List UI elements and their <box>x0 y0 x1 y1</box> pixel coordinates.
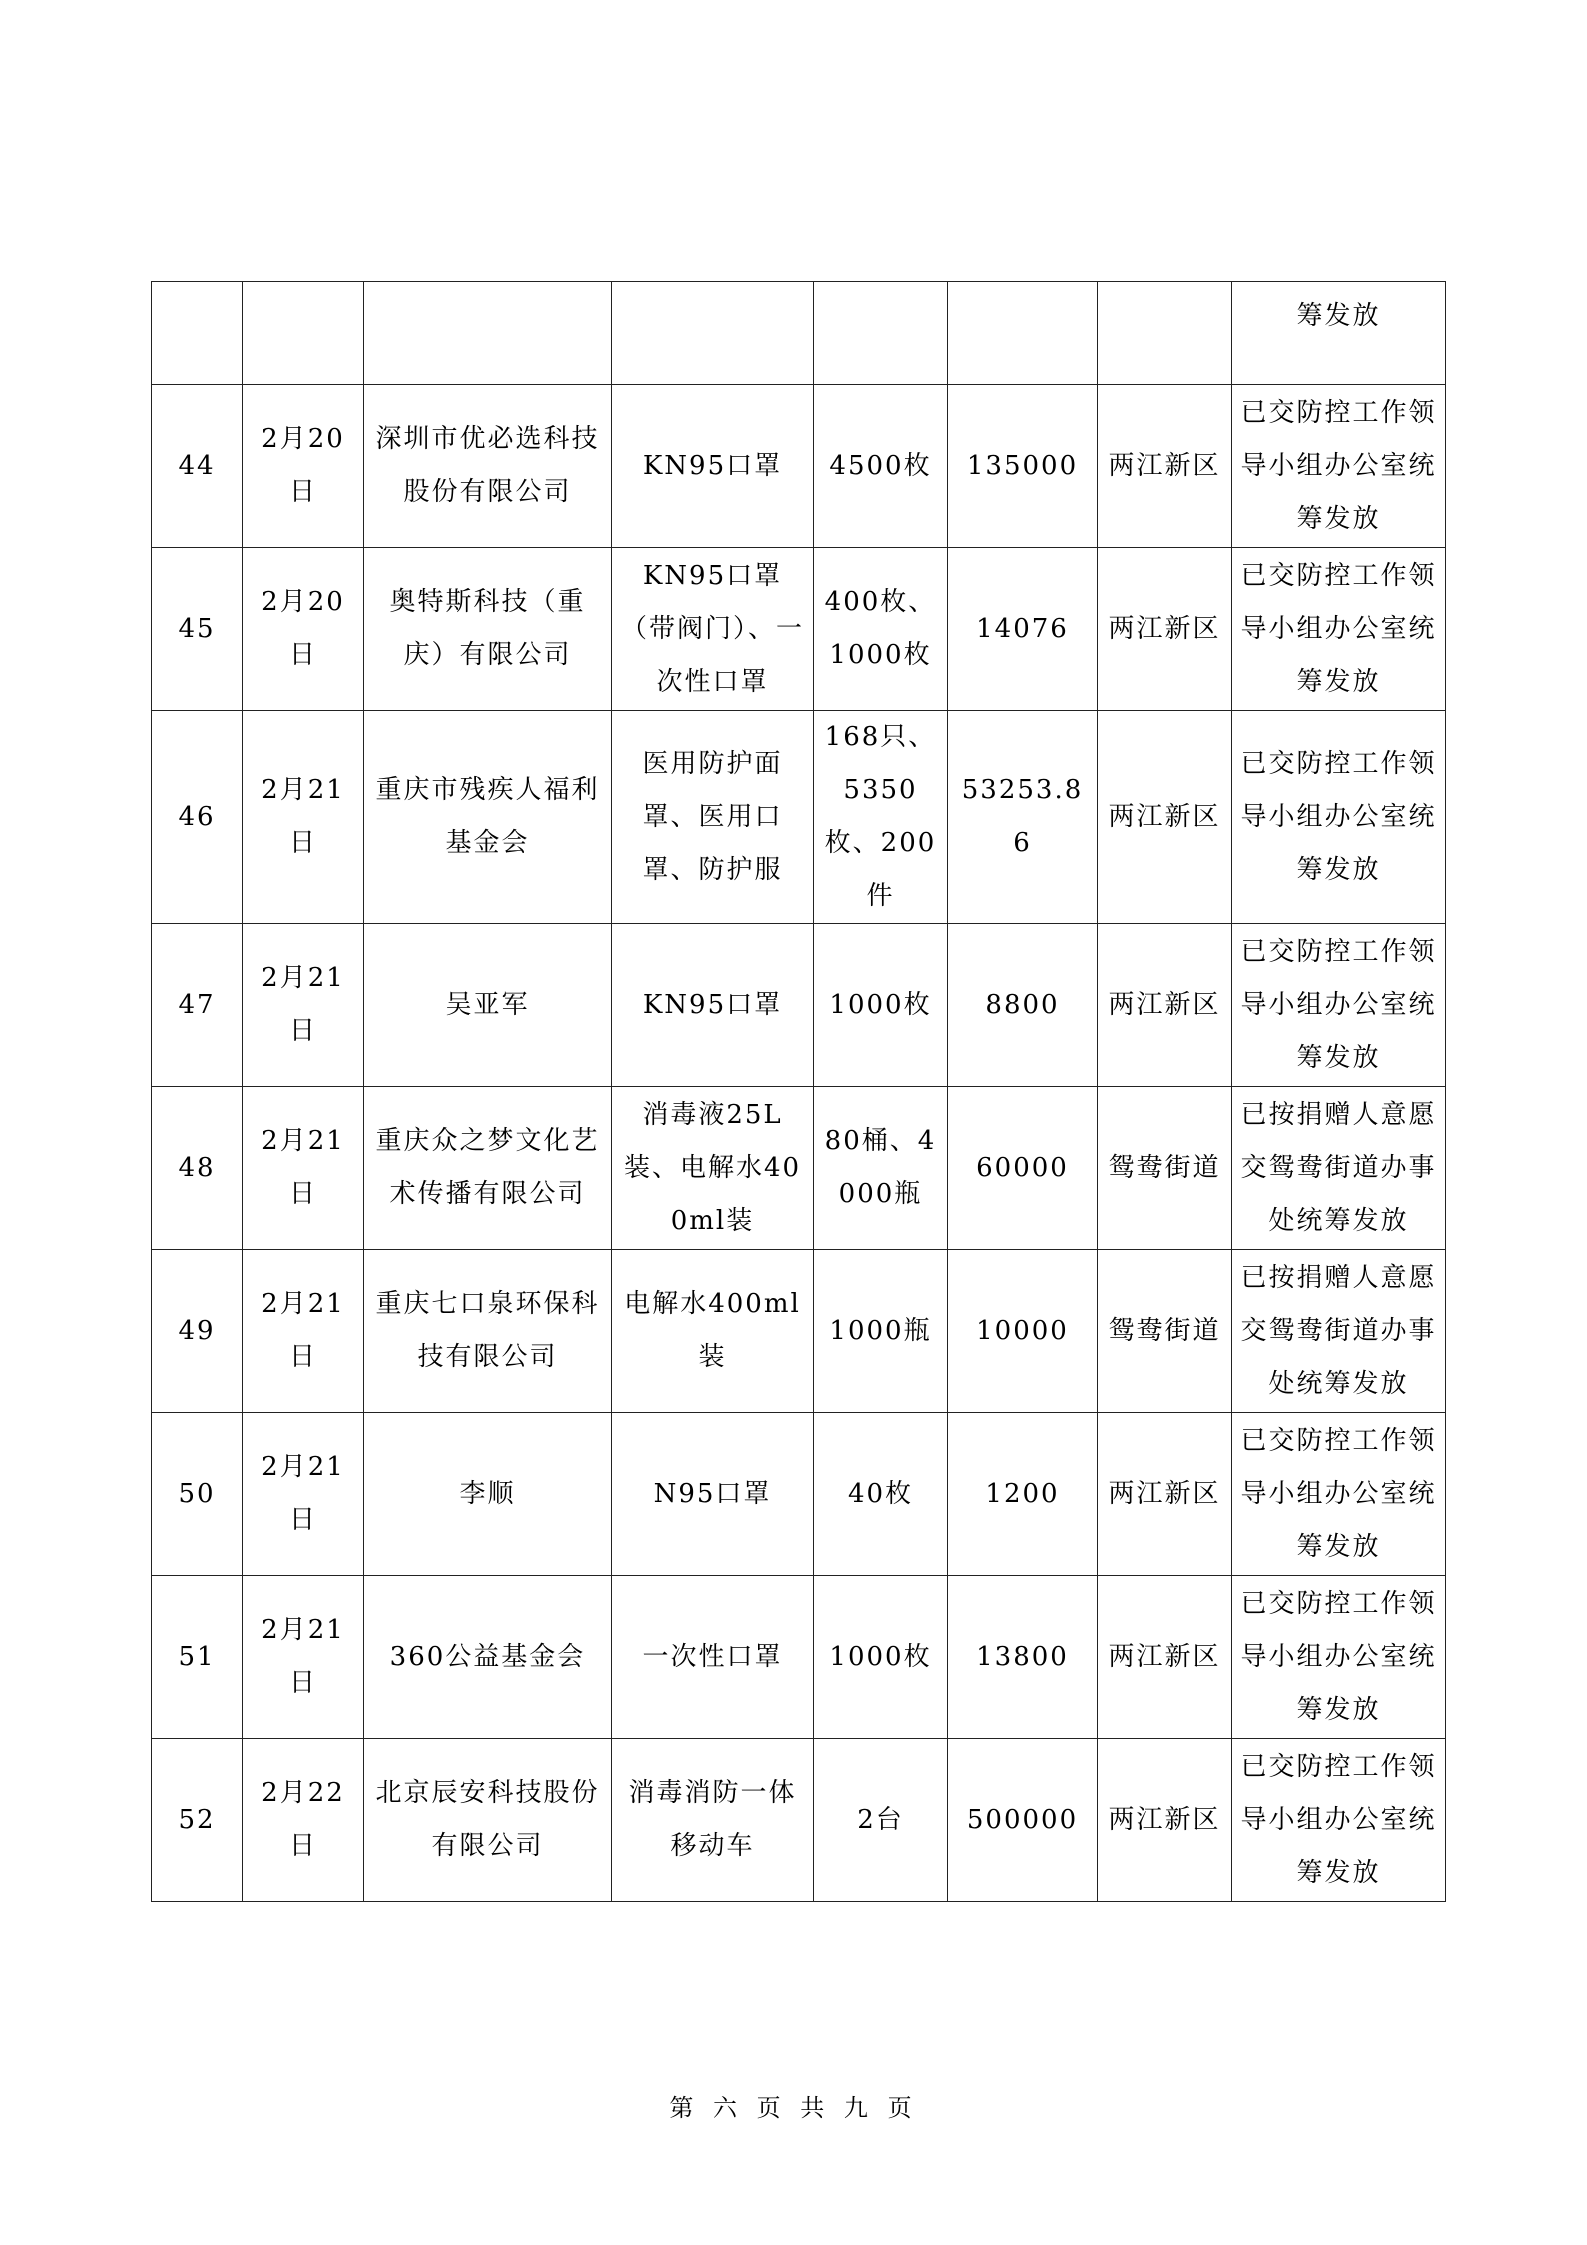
cell-destination: 已交防控工作领导小组办公室统筹发放 <box>1232 548 1446 711</box>
cell-amount: 10000 <box>948 1250 1098 1413</box>
cell-unit: 两江新区 <box>1098 1413 1232 1576</box>
cell-date: 2月21日 <box>243 1576 364 1739</box>
cell-no: 49 <box>152 1250 243 1413</box>
cell-no: 52 <box>152 1739 243 1902</box>
cell-quantity: 2台 <box>814 1739 948 1902</box>
cell-date: 2月21日 <box>243 1087 364 1250</box>
table-row <box>152 385 1446 548</box>
cell-donor: 北京辰安科技股份有限公司 <box>364 1739 612 1902</box>
cell-no: 48 <box>152 1087 243 1250</box>
cell-quantity: 40枚 <box>814 1413 948 1576</box>
cell-amount: 53253.86 <box>948 711 1098 924</box>
cell-quantity <box>814 282 948 385</box>
cell-donor: 李顺 <box>364 1413 612 1576</box>
table-row <box>152 924 1446 1087</box>
cell-no: 47 <box>152 924 243 1087</box>
cell-item: 电解水400ml装 <box>612 1250 814 1413</box>
cell-date: 2月20日 <box>243 385 364 548</box>
cell-unit: 鸳鸯街道 <box>1098 1250 1232 1413</box>
table-row <box>152 1413 1446 1576</box>
cell-destination: 已按捐赠人意愿交鸳鸯街道办事处统筹发放 <box>1232 1250 1446 1413</box>
cell-item: 消毒消防一体移动车 <box>612 1739 814 1902</box>
cell-no: 45 <box>152 548 243 711</box>
cell-no: 44 <box>152 385 243 548</box>
cell-no: 51 <box>152 1576 243 1739</box>
donation-table <box>151 281 1446 1902</box>
cell-donor: 重庆众之梦文化艺术传播有限公司 <box>364 1087 612 1250</box>
cell-item: KN95口罩 <box>612 924 814 1087</box>
cell-unit: 鸳鸯街道 <box>1098 1087 1232 1250</box>
cell-no: 50 <box>152 1413 243 1576</box>
cell-destination: 已按捐赠人意愿交鸳鸯街道办事处统筹发放 <box>1232 1087 1446 1250</box>
cell-quantity: 1000枚 <box>814 1576 948 1739</box>
cell-unit: 两江新区 <box>1098 548 1232 711</box>
table-row <box>152 1087 1446 1250</box>
cell-amount: 60000 <box>948 1087 1098 1250</box>
cell-item <box>612 282 814 385</box>
table-row <box>152 548 1446 711</box>
cell-item: N95口罩 <box>612 1413 814 1576</box>
cell-quantity: 168只、5350枚、200件 <box>814 711 948 924</box>
cell-donor: 重庆市残疾人福利基金会 <box>364 711 612 924</box>
cell-donor: 深圳市优必选科技股份有限公司 <box>364 385 612 548</box>
cell-amount: 500000 <box>948 1739 1098 1902</box>
cell-date: 2月20日 <box>243 548 364 711</box>
cell-amount: 135000 <box>948 385 1098 548</box>
cell-destination: 已交防控工作领导小组办公室统筹发放 <box>1232 711 1446 924</box>
cell-destination: 已交防控工作领导小组办公室统筹发放 <box>1232 1576 1446 1739</box>
cell-donor: 奥特斯科技（重庆）有限公司 <box>364 548 612 711</box>
cell-donor: 360公益基金会 <box>364 1576 612 1739</box>
cell-item: 医用防护面罩、医用口罩、防护服 <box>612 711 814 924</box>
cell-quantity: 4500枚 <box>814 385 948 548</box>
cell-amount: 8800 <box>948 924 1098 1087</box>
cell-amount: 13800 <box>948 1576 1098 1739</box>
cell-unit <box>1098 282 1232 385</box>
cell-date: 2月21日 <box>243 924 364 1087</box>
cell-unit: 两江新区 <box>1098 711 1232 924</box>
cell-date: 2月21日 <box>243 1250 364 1413</box>
page-number: 第 六 页 共 九 页 <box>669 2094 918 2122</box>
cell-donor: 吴亚军 <box>364 924 612 1087</box>
table-body <box>152 282 1446 1902</box>
cell-unit: 两江新区 <box>1098 385 1232 548</box>
table-row <box>152 711 1446 924</box>
cell-item: KN95口罩（带阀门）、一次性口罩 <box>612 548 814 711</box>
cell-date: 2月22日 <box>243 1739 364 1902</box>
cell-quantity: 400枚、1000枚 <box>814 548 948 711</box>
cell-amount <box>948 282 1098 385</box>
cell-quantity: 1000枚 <box>814 924 948 1087</box>
cell-unit: 两江新区 <box>1098 924 1232 1087</box>
cell-quantity: 80桶、4000瓶 <box>814 1087 948 1250</box>
cell-destination: 筹发放 <box>1232 282 1446 385</box>
cell-date: 2月21日 <box>243 711 364 924</box>
cell-date: 2月21日 <box>243 1413 364 1576</box>
table-row <box>152 1250 1446 1413</box>
cell-unit: 两江新区 <box>1098 1576 1232 1739</box>
cell-amount: 1200 <box>948 1413 1098 1576</box>
cell-item: KN95口罩 <box>612 385 814 548</box>
cell-item: 一次性口罩 <box>612 1576 814 1739</box>
cell-amount: 14076 <box>948 548 1098 711</box>
cell-destination: 已交防控工作领导小组办公室统筹发放 <box>1232 1413 1446 1576</box>
cell-item: 消毒液25L装、电解水400ml装 <box>612 1087 814 1250</box>
cell-date <box>243 282 364 385</box>
cell-no <box>152 282 243 385</box>
cell-destination: 已交防控工作领导小组办公室统筹发放 <box>1232 924 1446 1087</box>
cell-quantity: 1000瓶 <box>814 1250 948 1413</box>
cell-unit: 两江新区 <box>1098 1739 1232 1902</box>
cell-donor: 重庆七口泉环保科技有限公司 <box>364 1250 612 1413</box>
cell-destination: 已交防控工作领导小组办公室统筹发放 <box>1232 1739 1446 1902</box>
table-row <box>152 1739 1446 1902</box>
cell-no: 46 <box>152 711 243 924</box>
cell-donor <box>364 282 612 385</box>
continuation-row <box>152 282 1446 385</box>
cell-destination: 已交防控工作领导小组办公室统筹发放 <box>1232 385 1446 548</box>
table-row <box>152 1576 1446 1739</box>
